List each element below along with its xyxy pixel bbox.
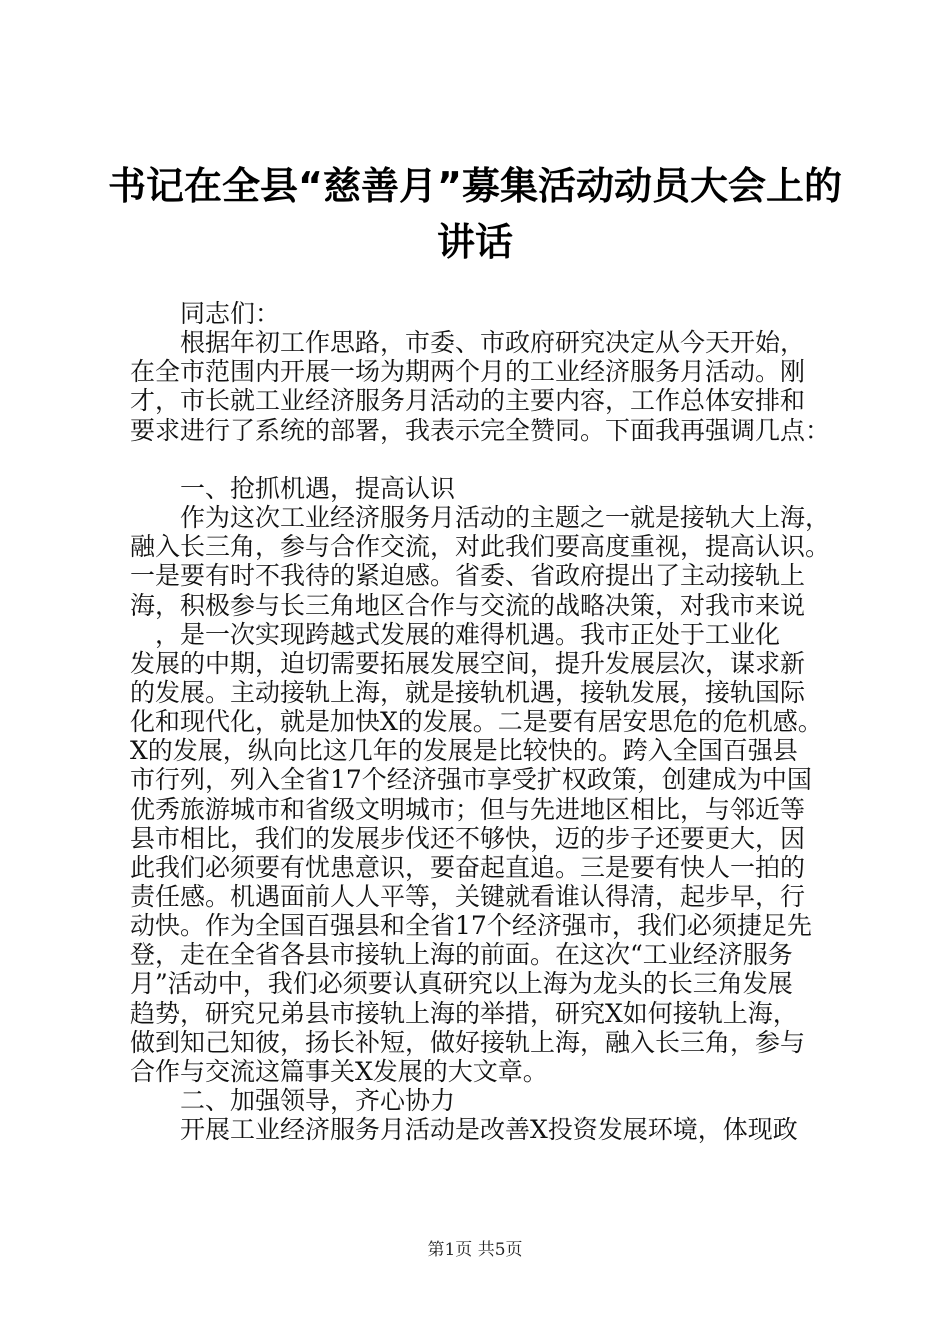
body-line: 化和现代化，就是加快X的发展。二是要有居安思危的危机感。 (130, 707, 823, 737)
body-line: 作为这次工业经济服务月活动的主题之一就是接轨大上海， (130, 503, 831, 533)
body-line: 市行列，列入全省17个经济强市享受扩权政策，创建成为中国 (130, 765, 812, 795)
body-line: 的发展。主动接轨上海，就是接轨机遇，接轨发展，接轨国际 (130, 677, 806, 707)
body-line: 月”活动中，我们必须要认真研究以上海为龙头的长三角发展 (130, 969, 793, 999)
body-line: 做到知己知彼，扬长补短，做好接轨上海，融入长三角，参与 (130, 1027, 806, 1057)
body-line: 要求进行了系统的部署，我表示完全赞同。下面我再强调几点： (130, 415, 831, 445)
body-line: 在全市范围内开展一场为期两个月的工业经济服务月活动。刚 (130, 357, 806, 387)
body-line: 发展的中期，迫切需要拓展发展空间，提升发展层次，谋求新 (130, 648, 806, 678)
document-title-line-2: 讲话 (436, 220, 513, 264)
body-line: X的发展，纵向比这几年的发展是比较快的。跨入全国百强县 (130, 736, 798, 766)
page-footer: 第1页 共5页 (427, 1240, 523, 1260)
body-line: 融入长三角，参与合作交流，对此我们要高度重视，提高认识。 (130, 532, 831, 562)
body-line: 一、抢抓机遇，提高认识 (130, 473, 456, 503)
body-line: 海，积极参与长三角地区合作与交流的战略决策，对我市来说 (130, 590, 806, 620)
body-line: 同志们： (130, 299, 281, 328)
body-line: 动快。作为全国百强县和全省17个经济强市，我们必须捷足先 (130, 911, 812, 941)
body-line: 合作与交流这篇事关X发展的大文章。 (130, 1056, 548, 1086)
body-line: 二、加强领导，齐心协力 (130, 1086, 456, 1116)
body-line: 才，市长就工业经济服务月活动的主要内容，工作总体安排和 (130, 386, 806, 416)
body-line: 县市相比，我们的发展步伐还不够快，迈的步子还要更大，因 (130, 823, 806, 853)
body-line: 趋势，研究兄弟县市接轨上海的举措，研究X如何接轨上海， (130, 998, 798, 1028)
body-line: ，是一次实现跨越式发展的难得机遇。我市正处于工业化 (130, 619, 781, 649)
body-line: 根据年初工作思路，市委、市政府研究决定从今天开始， (130, 328, 806, 358)
body-line: 开展工业经济服务月活动是改善X投资发展环境，体现政 (130, 1115, 798, 1145)
body-line: 一是要有时不我待的紧迫感。省委、省政府提出了主动接轨上 (130, 561, 806, 591)
body-line: 此我们必须要有忧患意识，要奋起直追。三是要有快人一拍的 (130, 852, 806, 882)
body-line: 责任感。机遇面前人人平等，关键就看谁认得清，起步早，行 (130, 882, 806, 911)
document-title-line-1: 书记在全县“慈善月”募集活动动员大会上的 (108, 164, 842, 208)
body-line: 登，走在全省各县市接轨上海的前面。在这次“工业经济服务 (130, 940, 793, 970)
body-line: 优秀旅游城市和省级文明城市；但与先进地区相比，与邻近等 (130, 794, 806, 824)
